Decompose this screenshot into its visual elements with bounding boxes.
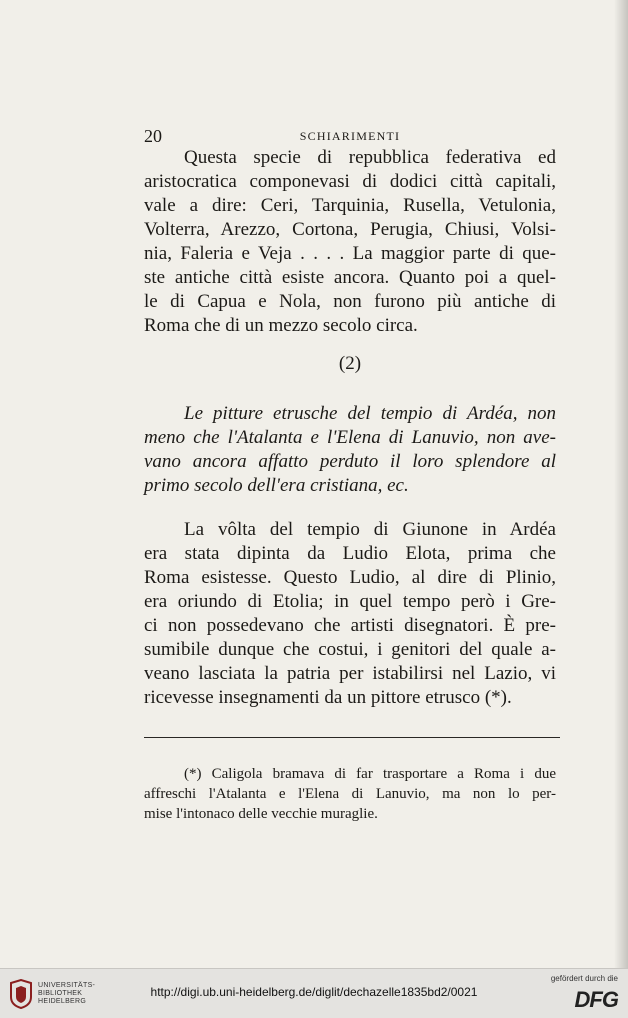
text-line: Questa specie di repubblica federativa ed xyxy=(184,147,556,168)
quote-line: Le pitture etrusche del tempio di Ardéa, non xyxy=(184,403,556,424)
footnote-rule xyxy=(144,737,560,738)
text-line: Roma che di un mezzo secolo circa. xyxy=(144,315,418,336)
page-edge-shadow xyxy=(614,0,628,968)
text-line: era oriundo di Etolia; in quel tempo però i Gre- xyxy=(144,591,556,612)
text-line: ci non possedevano che artisti disegnatori. È pre- xyxy=(144,615,556,636)
page-number: 20 xyxy=(144,126,162,146)
running-head xyxy=(144,126,556,146)
note-number: (2) xyxy=(338,353,362,374)
text-line: nia, Faleria e Veja . . . . La maggior parte di que- xyxy=(144,243,556,264)
quote-line: meno che l'Atalanta e l'Elena di Lanuvio, non ave- xyxy=(144,427,556,448)
text-line: ste antiche città esiste ancora. Quanto poi a quel- xyxy=(144,267,556,288)
text-line: era stata dipinta da Ludio Elota, prima che xyxy=(144,543,556,564)
quote-line: primo secolo dell'era cristiana, ec. xyxy=(144,475,409,496)
text-line: Roma esistesse. Questo Ludio, al dire di Plinio, xyxy=(144,567,556,588)
library-name-line: HEIDELBERG xyxy=(38,998,87,1005)
text-line: le di Capua e Nola, non furono più antiche di xyxy=(144,291,556,312)
running-title: SCHIARIMENTI xyxy=(299,129,401,143)
footnote-line: mise l'intonaco delle vecchie muraglie. xyxy=(144,806,378,822)
library-name-line: BIBLIOTHEK xyxy=(38,990,83,997)
text-line: La vôlta del tempio di Giunone in Ardéa xyxy=(184,519,556,540)
funded-by-label: gefördert durch die xyxy=(550,974,618,983)
library-name-line: UNIVERSITÄTS- xyxy=(38,982,96,989)
quote-line: vano ancora affatto perduto il loro splendore al xyxy=(144,451,556,472)
text-line: veano lasciata la patria per istabilirsi nel Lazio, vi xyxy=(144,663,556,684)
text-line: vale a dire: Ceri, Tarquinia, Rusella, Vetulonia, xyxy=(144,195,556,216)
footnote-line: affreschi l'Atalanta e l'Elena di Lanuvio, ma non lo per- xyxy=(144,786,556,802)
text-line: sumibile dunque che costui, i genitori del quale a- xyxy=(144,639,556,660)
permalink[interactable]: http://digi.ub.uni-heidelberg.de/diglit/dechazelle1835bd2/0021 xyxy=(150,985,478,999)
viewer-footer xyxy=(0,968,628,1018)
text-line: Volterra, Arezzo, Cortona, Perugia, Chiusi, Volsi- xyxy=(144,219,556,240)
text-line: ricevesse insegnamenti da un pittore etrusco (*). xyxy=(144,687,512,708)
footnote-line: (*) Caligola bramava di far trasportare a Roma i due xyxy=(184,766,556,782)
text-line: aristocratica componevasi di dodici città capitali, xyxy=(144,171,556,192)
dfg-logo[interactable]: DFG xyxy=(574,987,618,1012)
